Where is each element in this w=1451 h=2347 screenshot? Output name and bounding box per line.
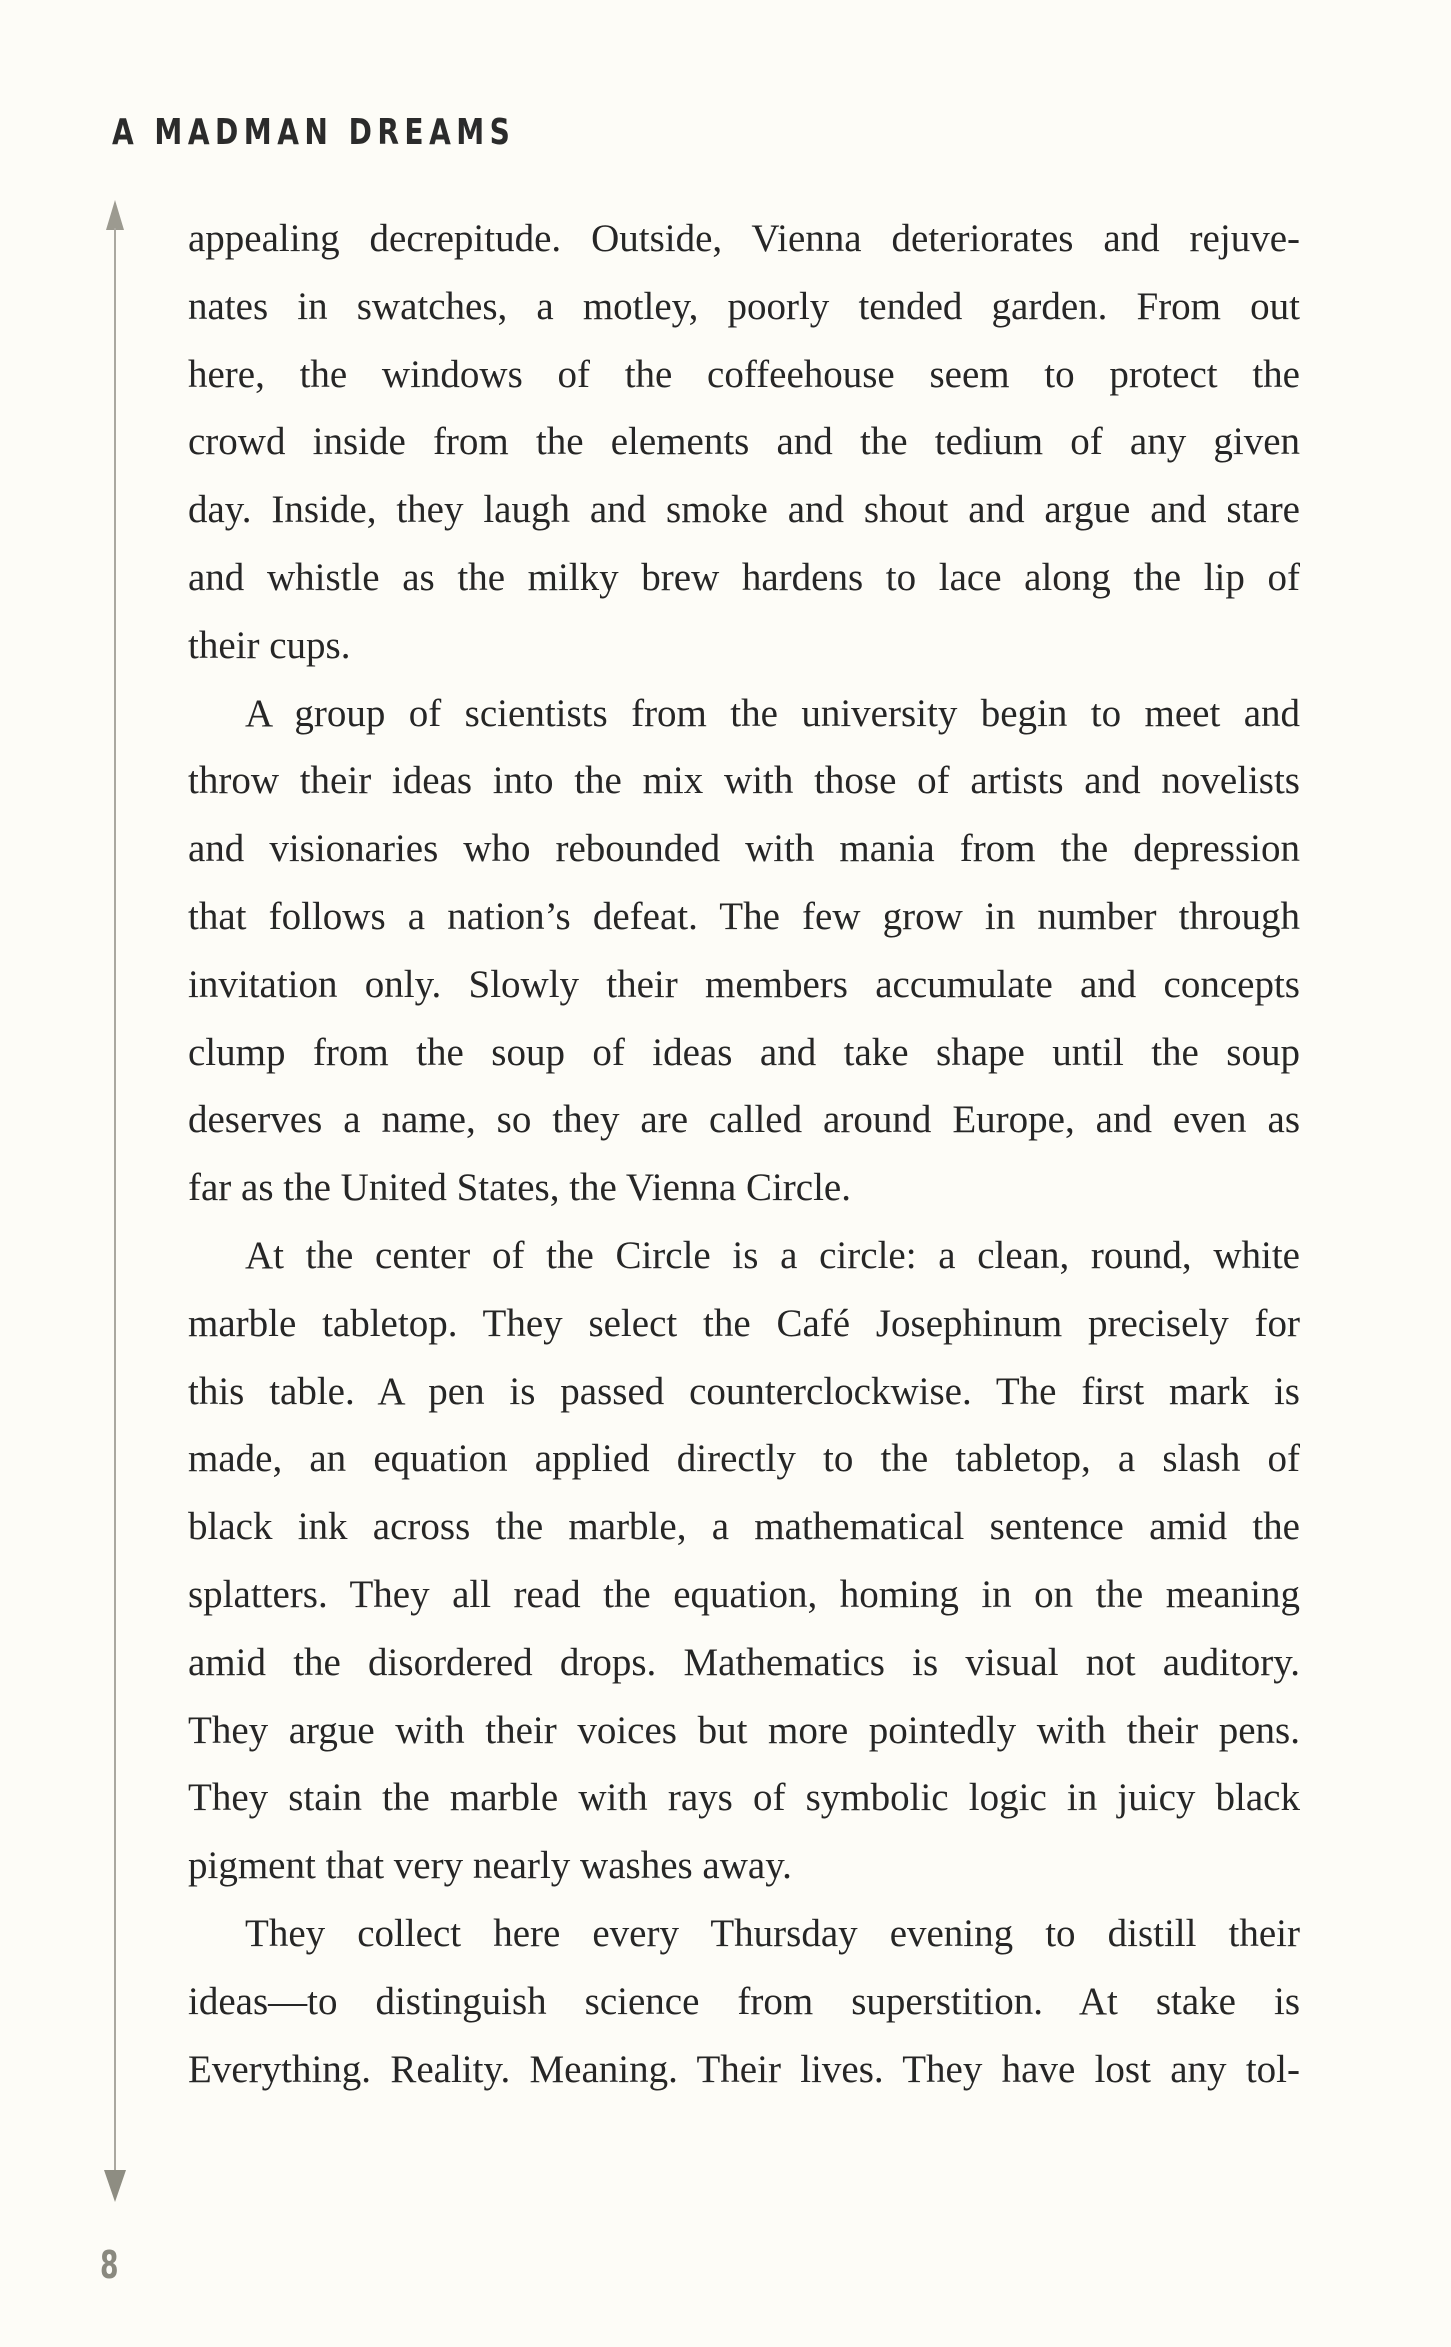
text-line: deserves a name, so they are called around Europe, and even as — [188, 1098, 1300, 1142]
text-line: A group of scientists from the university begin to meet and — [245, 691, 1300, 735]
text-line: At the center of the Circle is a circle: a clean, round, white — [245, 1233, 1300, 1277]
page-number: 8 — [100, 2243, 119, 2287]
text-line: pigment that very nearly washes away. — [188, 1844, 792, 1888]
text-line: black ink across the marble, a mathematical sentence amid the — [188, 1505, 1300, 1549]
text-line: They collect here every Thursday evening to distill their — [245, 1911, 1300, 1955]
text-line: and whistle as the milky brew hardens to lace along the lip of — [188, 555, 1300, 599]
text-line: Everything. Reality. Meaning. Their lives. They have lost any tol- — [188, 2047, 1300, 2091]
text-line: this table. A pen is passed counterclockwise. The first mark is — [188, 1369, 1300, 1413]
text-line: invitation only. Slowly their members accumulate and concepts — [188, 962, 1300, 1006]
text-line: far as the United States, the Vienna Circle. — [188, 1166, 851, 1210]
text-line: that follows a nation’s defeat. The few grow in number through — [188, 894, 1300, 938]
text-line: day. Inside, they laugh and smoke and shout and argue and stare — [188, 488, 1300, 532]
arrow-up-icon — [106, 200, 124, 230]
arrow-down-icon — [104, 2170, 126, 2202]
running-head: A MADMAN DREAMS — [112, 112, 516, 153]
text-line: ideas—to distinguish science from superstition. At stake is — [188, 1979, 1300, 2023]
body-text — [188, 205, 1300, 2103]
text-line: appealing decrepitude. Outside, Vienna deteriorates and rejuve- — [188, 217, 1300, 260]
text-line: throw their ideas into the mix with those of artists and novelists — [188, 759, 1300, 803]
text-line: amid the disordered drops. Mathematics is visual not auditory. — [188, 1640, 1300, 1684]
text-line: here, the windows of the coffeehouse seem to protect the — [188, 352, 1300, 396]
text-line: and visionaries who rebounded with mania from the depression — [188, 827, 1300, 871]
margin-rule — [114, 228, 116, 2178]
text-line: They argue with their voices but more pointedly with their pens. — [188, 1708, 1300, 1752]
text-line: crowd inside from the elements and the tedium of any given — [188, 420, 1300, 464]
text-line: made, an equation applied directly to the tabletop, a slash of — [188, 1437, 1300, 1481]
text-line: They stain the marble with rays of symbolic logic in juicy black — [188, 1776, 1300, 1820]
text-line: splatters. They all read the equation, homing in on the meaning — [188, 1572, 1300, 1616]
text-line: marble tabletop. They select the Café Josephinum precisely for — [188, 1301, 1300, 1345]
text-line: clump from the soup of ideas and take shape until the soup — [188, 1030, 1300, 1074]
text-line: nates in swatches, a motley, poorly tended garden. From out — [188, 284, 1300, 328]
text-line: their cups. — [188, 623, 351, 667]
